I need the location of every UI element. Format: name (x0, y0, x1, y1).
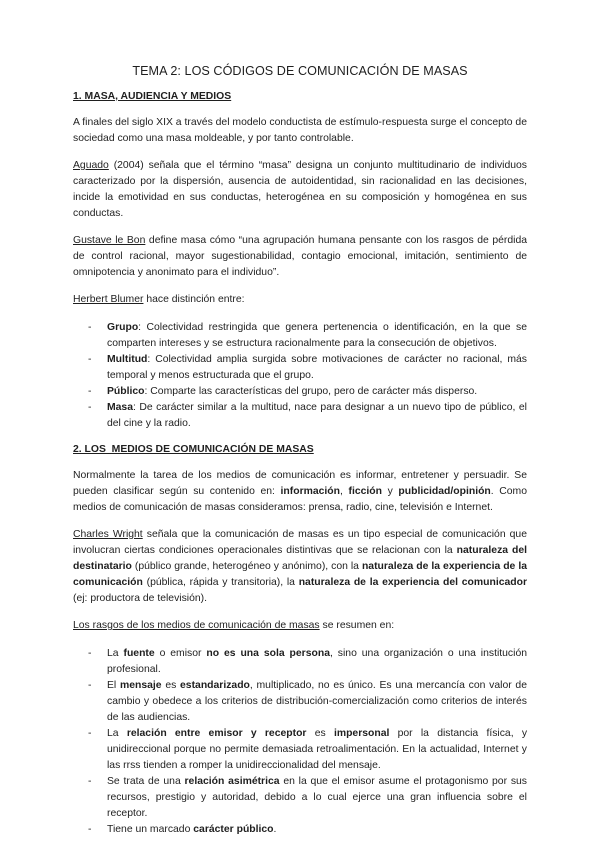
list-item: - Masa: De carácter similar a la multitud, nace para designar a un nuevo tipo de público, el del cine y la radio. (107, 400, 527, 432)
list-item: - Público: Comparte las características del grupo, pero de carácter más disperso. (107, 384, 527, 400)
page-title: TEMA 2: LOS CÓDIGOS DE COMUNICACIÓN DE MASAS (132, 64, 468, 78)
author-blumer: Herbert Blumer (73, 294, 144, 305)
author-le-bon: Gustave le Bon (73, 235, 146, 246)
section-2-paragraph-1: Normalmente la tarea de los medios de comunicación es informar, entretener y persuadir. Se pueden clasificar según su contenido en: información, ficción y publicidad/opinión. Como medios de comunicación de masas consideramos: prensa, radio, cine, televisión e Internet. (73, 470, 527, 513)
features-intro: Los rasgos de los medios de comunicación de masas (73, 620, 320, 631)
list-item: - La fuente o emisor no es una sola persona, sino una organización o una institución profesional. (107, 646, 527, 678)
author-wright: Charles Wright (73, 529, 143, 540)
features-list (73, 646, 527, 838)
list-item: - Tiene un marcado carácter público. (107, 822, 527, 838)
list-item: - Se trata de una relación asimétrica en la que el emisor asume el protagonismo por sus recursos, prestigio y autoridad, debido a lo cual ejerce una gran influencia sobre el receptor. (107, 774, 527, 822)
section-2-paragraph-2: Charles Wright señala que la comunicación de masas es un tipo especial de comunicación que involucran ciertas condiciones operacionales distintivas que se relacionan con la naturaleza del destinatario (público grande, heterogéneo y anónimo), con la naturaleza de la experiencia de la comunicación (pública, rápida y transitoria), la naturaleza de la experiencia del comunicador (ej: productora de televisión). (73, 529, 528, 604)
author-aguado: Aguado (73, 160, 109, 171)
section-2-paragraph-3: Los rasgos de los medios de comunicación de masas se resumen en: (73, 620, 395, 631)
list-item: - Multitud: Colectividad amplia surgida sobre motivaciones de carácter no racional, más temporal y menos estructurada que el grupo. (107, 352, 527, 384)
section-1-paragraph-1: A finales del siglo XIX a través del modelo conductista de estímulo-respuesta surge el concepto de sociedad como una masa moldeable, y por tanto controlable. (73, 117, 527, 144)
section-2-heading: 2. LOS MEDIOS DE COMUNICACIÓN DE MASAS (73, 444, 314, 455)
collectivity-list (73, 320, 527, 432)
section-1-paragraph-3: Gustave le Bon define masa cómo “una agrupación humana pensante con los rasgos de pérdida de control racional, mayor sugestionabilidad, contagio emocional, imitación, sentimiento de omnipotencia y anonimato para el individuo”. (73, 235, 528, 278)
list-item: - Grupo: Colectividad restringida que genera pertenencia o identificación, en la que se comparten intereses y se estructura racionalmente para la consecución de objetivos. (107, 320, 527, 352)
section-1-paragraph-4: Herbert Blumer hace distinción entre: (73, 294, 245, 305)
list-item: - La relación entre emisor y receptor es impersonal por la distancia física, y unidireccional porque no permite demasiada retroalimentación. En la actualidad, Internet y las rrss tienden a romper la unidireccionalidad del mensaje. (107, 726, 527, 774)
section-1-paragraph-2: Aguado (2004) señala que el término “masa” designa un conjunto multitudinario de individuos caracterizado por la dispersión, ausencia de autoidentidad, sin racionalidad en las decisiones, incide la emotividad en sus conductas, heterogénea en su composición y homogénea en sus conductas. (73, 160, 527, 219)
section-1-heading: 1. MASA, AUDIENCIA Y MEDIOS (73, 91, 232, 102)
list-item: - El mensaje es estandarizado, multiplicado, no es único. Es una mercancía con valor de cambio y obedece a los criterios de distribución-comercialización como criterios de interés de las audiencias. (107, 678, 527, 726)
